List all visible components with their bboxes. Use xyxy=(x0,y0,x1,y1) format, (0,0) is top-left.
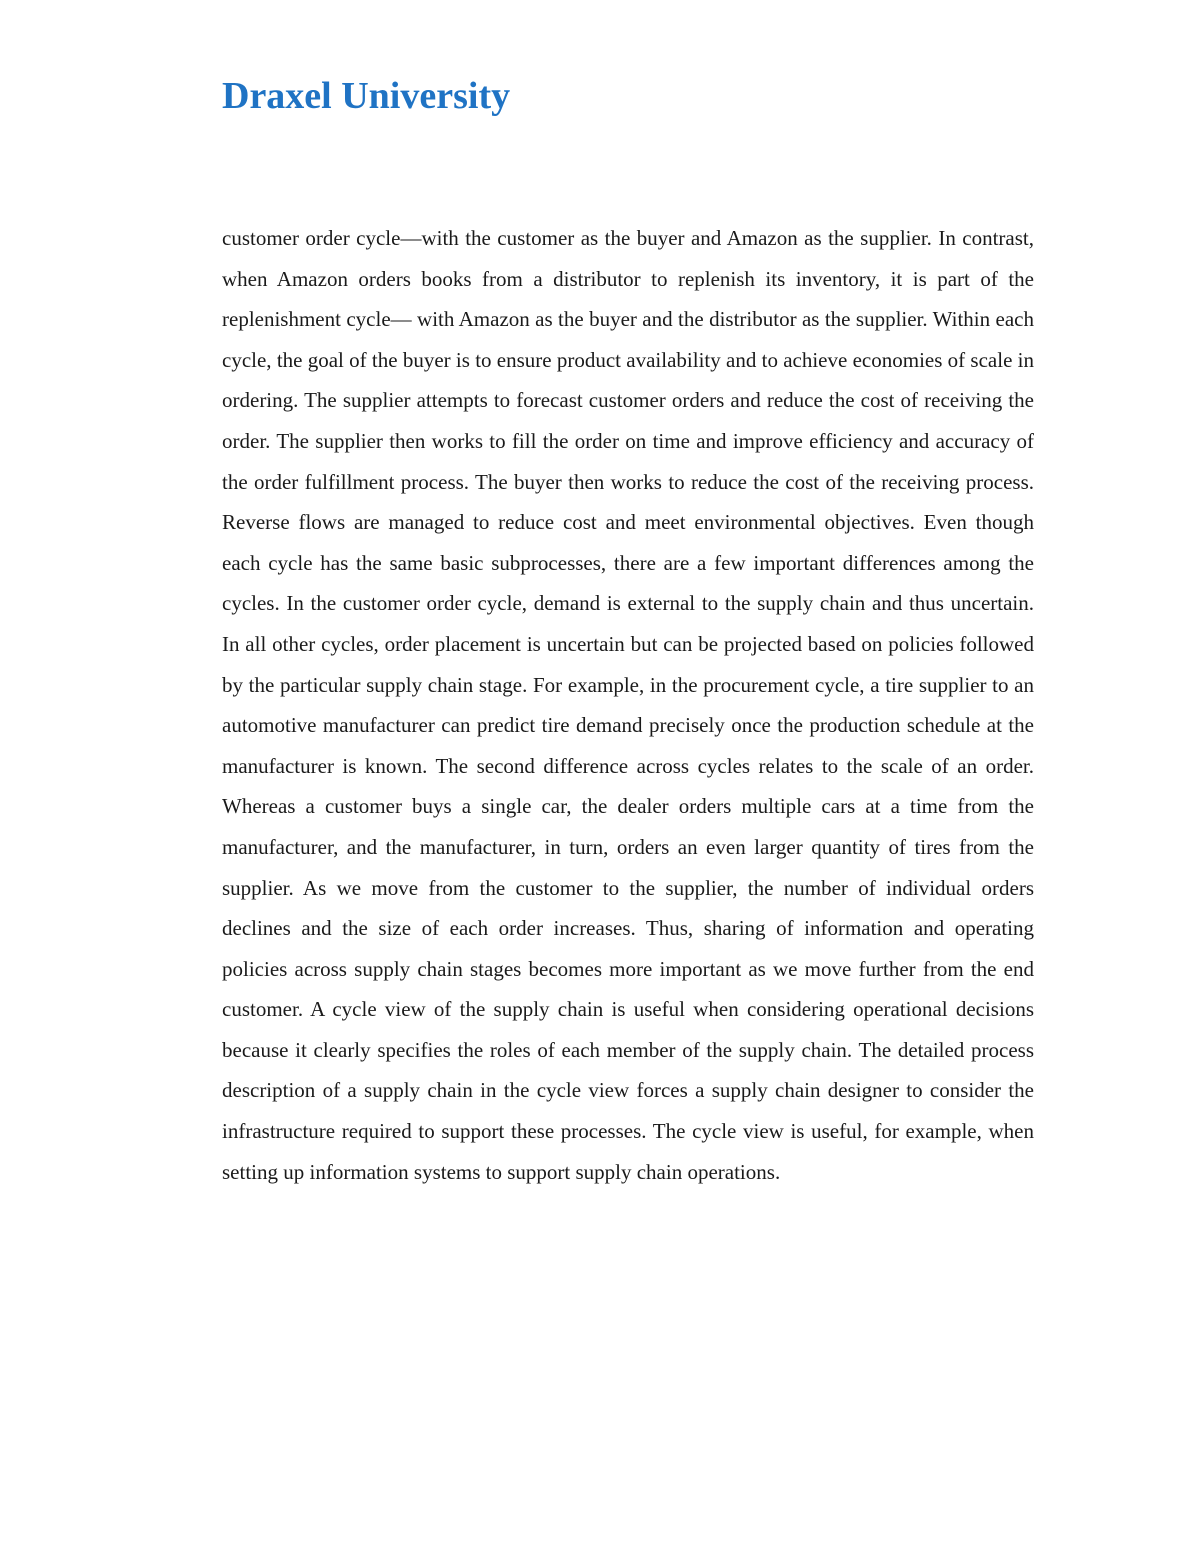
page-title: Draxel University xyxy=(222,75,511,117)
body-paragraph: customer order cycle—with the customer as the buyer and Amazon as the supplier. In contrast, when Amazon orders books from a distributor to replenish its inventory, it is part of the replenishment cycle— with Amazon as the buyer and the distributor as the supplier. Within each cycle, the goal of the buyer is to ensure product availability and to achieve economies of scale in ordering. The supplier attempts to forecast customer orders and reduce the cost of receiving the order. The supplier then works to fill the order on time and improve efficiency and accuracy of the order fulfillment process. The buyer then works to reduce the cost of the receiving process. Reverse flows are managed to reduce cost and meet environmental objectives. Even though each cycle has the same basic subprocesses, there are a few important differences among the cycles. In the customer order cycle, demand is external to the supply chain and thus uncertain. In all other cycles, order placement is uncertain but can be projected based on policies followed by the particular supply chain stage. For example, in the procurement cycle, a tire supplier to an automotive manufacturer can predict tire demand precisely once the production schedule at the manufacturer is known. The second difference across cycles relates to the scale of an order. Whereas a customer buys a single car, the dealer orders multiple cars at a time from the manufacturer, and the manufacturer, in turn, orders an even larger quantity of tires from the supplier. As we move from the customer to the supplier, the number of individual orders declines and the size of each order increases. Thus, sharing of information and operating policies across supply chain stages becomes more important as we move further from the end customer. A cycle view of the supply chain is useful when considering operational decisions because it clearly specifies the roles of each member of the supply chain. The detailed process description of a supply chain in the cycle view forces a supply chain designer to consider the infrastructure required to support these processes. The cycle view is useful, for example, when setting up information systems to support supply chain operations. xyxy=(222,226,1034,1184)
